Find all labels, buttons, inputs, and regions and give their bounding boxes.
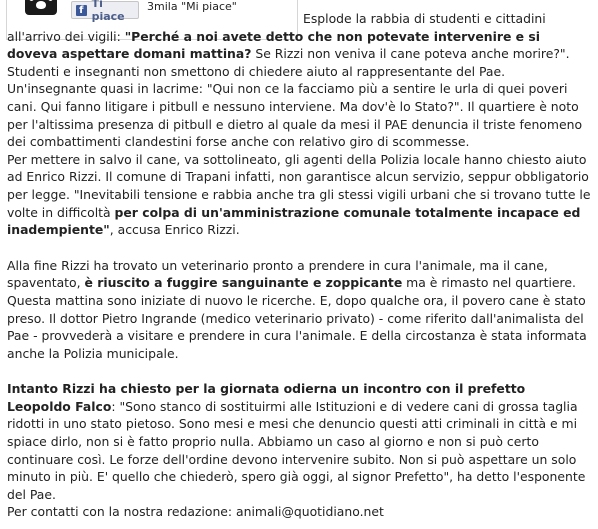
bold-text: "Perché a noi avete detto che non potevate intervenire e si doveva aspettare domani mattina?	[7, 28, 540, 62]
article-body	[7, 10, 593, 521]
paragraph-spacer	[7, 239, 593, 257]
paragraph-5	[7, 503, 593, 521]
paragraph-1	[7, 10, 593, 151]
text-segment: , accusa Enrico Rizzi.	[109, 222, 240, 238]
like-button-label: Ti piace	[91, 0, 125, 23]
text-segment: Esplode la rabbia di studenti e cittadini all'arrivo dei vigili:	[7, 11, 546, 44]
text-segment: Per contatti con la nostra redazione: animali@quotidiano.net	[7, 504, 384, 520]
like-count: 3mila "Mi piace"	[147, 0, 237, 13]
bold-text: Intanto Rizzi ha chiesto per la giornata odierna un incontro con il prefetto Leopoldo Falco	[7, 381, 526, 414]
bold-text: per colpa di un'amministrazione comunale totalmente incapace ed inadempiente"	[7, 204, 581, 238]
text-segment: ma è rimasto nel quartiere. Questa mattina sono iniziate di nuovo le ricerche. E, dopo qualche ora, il povero cane è stato preso. Il dottor Pietro Ingrande (medico veterinario privato) - come riferito dall'animalista del Pae - provvederà a visitare e prendere in cura l'animale. E della circostanza è stata informata anche la Polizia municipale.	[7, 275, 587, 361]
paragraph-4	[7, 380, 593, 503]
text-segment: Se Rizzi non veniva il cane poteva anche morire?". Studenti e insegnanti non smettono di chiedere aiuto al rappresentante del Pae. Un'insegnante quasi in lacrime: "Qui non ce la facciamo più a sentire le urla di quei poveri cani. Qui fanno litigare i pitbull e nessuno interviene. Ma dov'è lo Stato?". Il quartiere è noto per l'altissima presenza di pitbull e dietro al quale da mesi il PAE denuncia il triste fenomeno dei combattimenti clandestini forse anche con relativo giro di scommesse.	[7, 46, 583, 150]
paragraph-2	[7, 151, 593, 239]
text-segment: : "Sono stanco di sostituirmi alle Istituzioni e di vedere cani di grossa taglia ridotti in uno stato pietoso. Sono mesi e mesi che denuncio questi atti criminali in città e mi spiace dirlo, non si è fatto proprio nulla. Abbiamo un caso al giorno e non si può certo continuare così. Le forze dell'ordine devono intervenire subito. Non si può aspettare un solo minuto in più. E' quello che chiederò, spero già oggi, al signor Prefetto", ha detto l'esponente del Pae.	[7, 398, 586, 502]
text-segment: Per mettere in salvo il cane, va sottolineato, gli agenti della Polizia locale hanno chiesto aiuto ad Enrico Rizzi. Il comune di Trapani infatti, non garantisce alcun servizio, seppur obbligatorio per legge. "Inevitabili tensione e rabbia anche tra gli stessi vigili urbani che si trovano tutte le volte in difficoltà	[7, 151, 591, 220]
paragraph-spacer	[7, 362, 593, 380]
paragraph-3	[7, 257, 593, 363]
bold-text: è riuscito a fuggire sanguinante e zoppicante	[84, 275, 403, 291]
text-segment: Alla fine Rizzi ha trovato un veterinario pronto a prendere in cura l'animale, ma il cane, spaventato,	[7, 257, 548, 291]
facebook-icon: f	[76, 5, 87, 16]
